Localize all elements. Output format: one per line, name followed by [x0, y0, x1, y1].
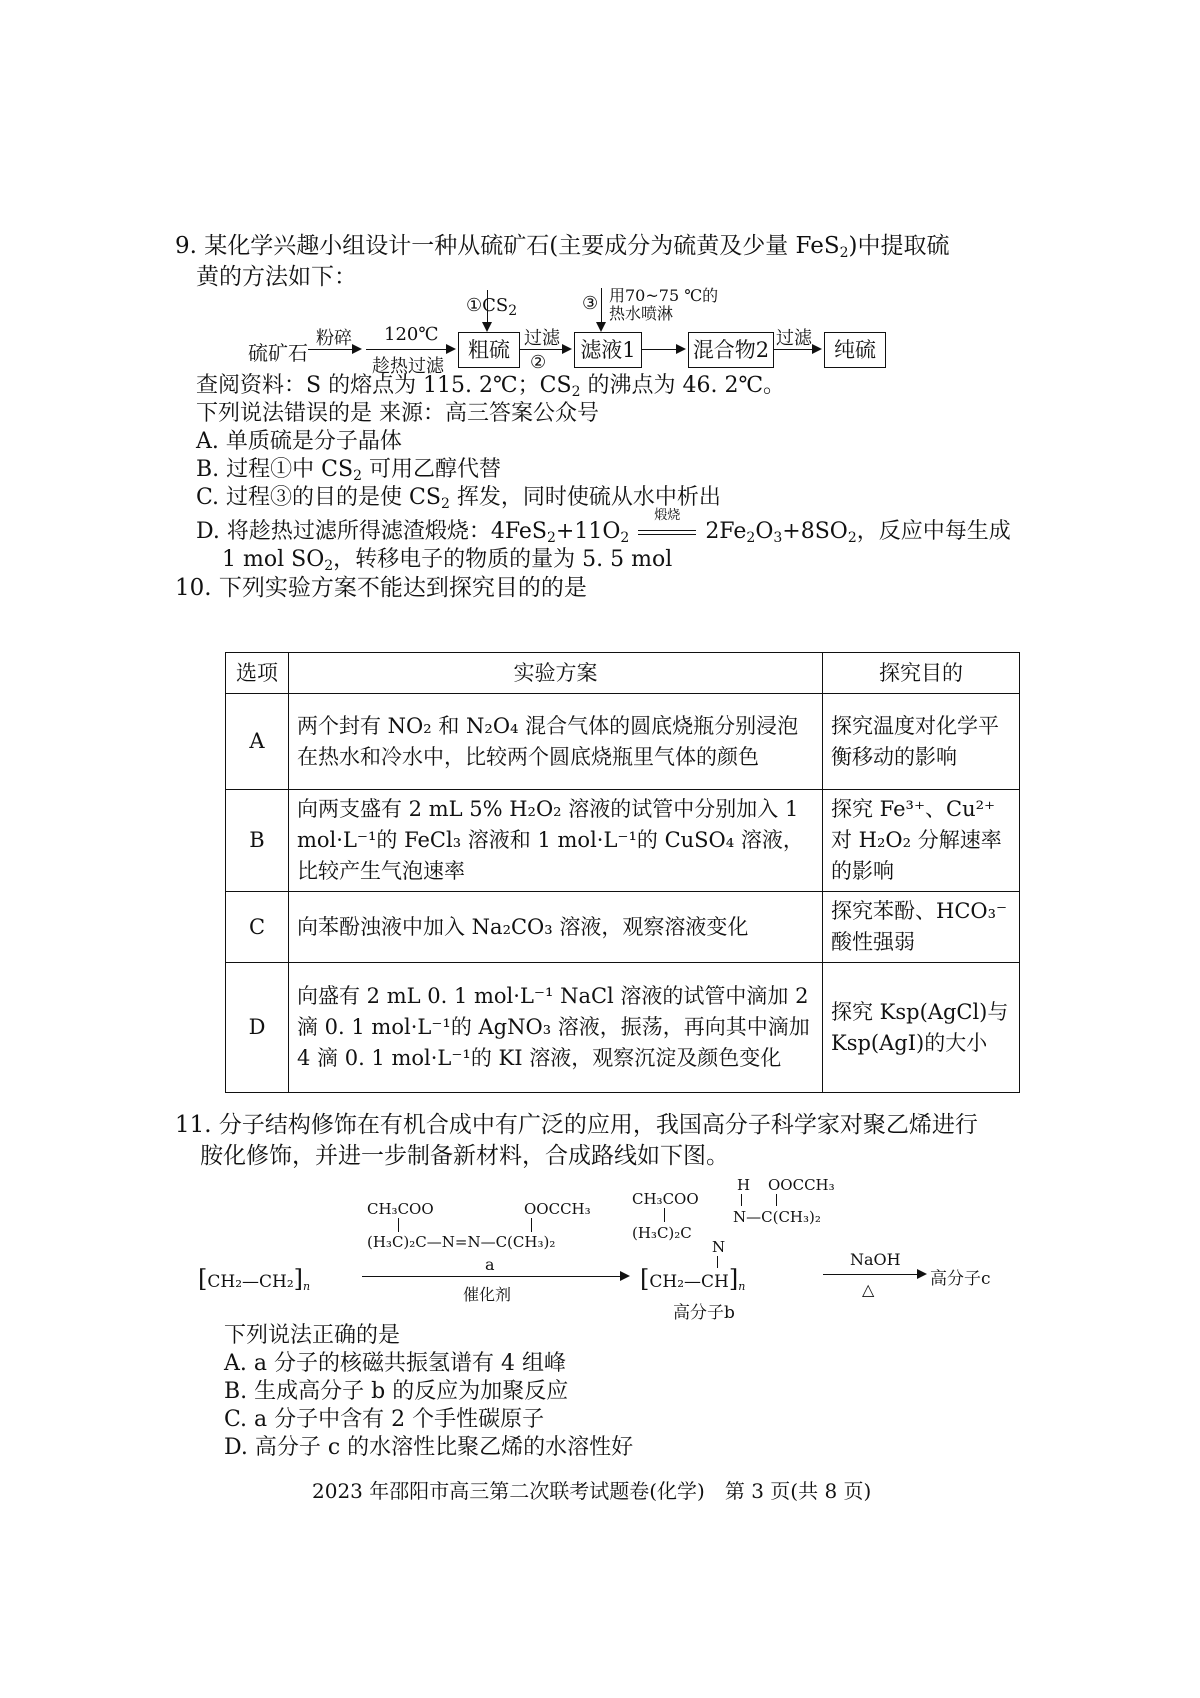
- bond: [776, 1194, 777, 1206]
- flow-step2-top: 120℃: [384, 324, 439, 345]
- flow-add3-num: ③: [582, 293, 599, 314]
- flow-add3-line1: 用70~75 ℃的: [609, 286, 719, 305]
- header-goal: 探究目的: [823, 653, 1020, 694]
- q9-option-d-line1: D. 将趁热过滤所得滤渣煅烧：$4FeS_2+11O_2$ 煅烧 $2Fe_2O_3+8SO_2$，反应中每生成: [196, 508, 1011, 546]
- reaction-arrow-1: [362, 1276, 628, 1277]
- flow-arrow-4: [642, 349, 684, 350]
- q11-ask: 下列说法正确的是: [224, 1323, 401, 1348]
- bond: [664, 1208, 665, 1222]
- reaction-arrow-2: [823, 1274, 925, 1275]
- reaction-condition: 煅烧: [636, 518, 698, 546]
- q11-option-b: B. 生成高分子 b 的反应为加聚反应: [224, 1379, 569, 1404]
- row-option: C: [226, 892, 289, 963]
- b-acetoxy-left: CH₃COO: [632, 1190, 699, 1208]
- flow-step1-label: 粉碎: [316, 328, 352, 349]
- row-option: B: [226, 790, 289, 892]
- table-row: [226, 963, 1020, 1093]
- reagent-a-acetoxy-left: CH₃COO: [367, 1200, 434, 1218]
- bond: [398, 1218, 399, 1232]
- b-h: H: [737, 1176, 751, 1194]
- table-row: [226, 694, 1020, 790]
- q9-option-d-line2: 1 mol $SO_2$，转移电子的物质的量为 5. 5 mol: [222, 547, 673, 574]
- b-n-lower: N: [712, 1238, 726, 1256]
- q9-option-c: C. 过程③的目的是使 $CS_2$ 挥发，同时使硫从水中析出: [196, 485, 721, 512]
- table-row: [226, 790, 1020, 892]
- bond: [741, 1194, 742, 1206]
- row-goal: 探究 Ksp(AgCl)与 Ksp(AgI)的大小: [823, 963, 1020, 1093]
- flow-add3-line2: 热水喷淋: [609, 304, 674, 323]
- q9-option-a: A. 单质硫是分子晶体: [196, 429, 402, 454]
- flow-box-pure-sulfur: 纯硫: [824, 332, 886, 368]
- row-goal: 探究苯酚、HCO₃⁻ 酸性强弱: [823, 892, 1020, 963]
- b-gem-dimethyl: (H₃C)₂C: [632, 1224, 692, 1242]
- reagent-a-acetoxy-right: OOCCH₃: [524, 1200, 591, 1218]
- flow-box-crude-sulfur: 粗硫: [458, 332, 520, 368]
- row-goal: 探究温度对化学平衡移动的影响: [823, 694, 1020, 790]
- arrow2-heat: △: [862, 1280, 875, 1299]
- table-row: [226, 892, 1020, 963]
- q11-option-c: C. a 分子中含有 2 个手性碳原子: [224, 1407, 545, 1432]
- flow-box-filtrate1: 滤液1: [574, 332, 642, 368]
- b-acetoxy-right: OOCCH₃: [768, 1176, 835, 1194]
- q9-option-b: B. 过程①中 $CS_2$ 可用乙醇代替: [196, 457, 501, 484]
- q10-table: [225, 652, 1020, 1093]
- arrow1-label-a: a: [485, 1255, 495, 1274]
- q9-stem-line1: 9. 某化学兴趣小组设计一种从硫矿石(主要成分为硫黄及少量 FeS$_2$)中提取硫: [175, 233, 950, 261]
- source-watermark: 来源：高三答案公众号: [379, 401, 600, 426]
- q11-option-a: A. a 分子的核磁共振氢谱有 4 组峰: [224, 1351, 566, 1376]
- row-plan: 向苯酚浊液中加入 Na₂CO₃ 溶液，观察溶液变化: [289, 892, 823, 963]
- arrow1-catalyst: 催化剂: [463, 1285, 512, 1304]
- arrow2-reagent: NaOH: [850, 1250, 901, 1269]
- flow-add1: $①CS_2$: [466, 295, 518, 319]
- flow-box-mixture2: 混合物2: [688, 332, 774, 368]
- flow-step4-top: 过滤: [776, 328, 812, 349]
- flow-step2-bottom: 趁热过滤: [372, 356, 444, 377]
- b-backbone: $[CH_2—CH]_n$: [640, 1265, 746, 1293]
- header-option: 选项: [226, 653, 289, 694]
- flow-step3-top: 过滤: [524, 328, 560, 349]
- table-header-row: [226, 653, 1020, 694]
- flow-arrow-2: [366, 349, 454, 350]
- q9-info: 查阅资料：S 的熔点为 115. 2℃；$CS_2$ 的沸点为 46. 2℃。: [196, 373, 786, 400]
- reagent-a-core: (H₃C)₂C—N=N—C(CH₃)₂: [367, 1233, 556, 1251]
- page-footer: 2023 年邵阳市高三第二次联考试题卷(化学) 第 3 页(共 8 页): [312, 1479, 872, 1503]
- row-plan: 向盛有 2 mL 0. 1 mol·L⁻¹ NaCl 溶液的试管中滴加 2 滴 0. 1 mol·L⁻¹的 AgNO₃ 溶液，振荡，再向其中滴加 4 滴 0. 1 mol·L⁻¹的 KI 溶液，观察沉淀及颜色变化: [289, 963, 823, 1093]
- row-plan: 向两支盛有 2 mL 5% H₂O₂ 溶液的试管中分别加入 1 mol·L⁻¹的 FeCl₃ 溶液和 1 mol·L⁻¹的 CuSO₄ 溶液，比较产生气泡速率: [289, 790, 823, 892]
- polyethylene: $[CH_2—CH_2]_n$: [198, 1265, 311, 1293]
- row-option: D: [226, 963, 289, 1093]
- flow-arrow-hot-water: [601, 288, 602, 330]
- row-plan: 两个封有 NO₂ 和 N₂O₄ 混合气体的圆底烧瓶分别浸泡在热水和冷水中，比较两个圆底烧瓶里气体的颜色: [289, 694, 823, 790]
- row-option: A: [226, 694, 289, 790]
- flow-start: 硫矿石: [248, 341, 308, 365]
- row-goal: 探究 Fe³⁺、Cu²⁺ 对 H₂O₂ 分解速率的影响: [823, 790, 1020, 892]
- flow-step3-bottom: ②: [530, 352, 547, 373]
- b-n-upper: N—C(CH₃)₂: [733, 1208, 821, 1226]
- q11-stem-line2: 胺化修饰，并进一步制备新材料，合成路线如下图。: [200, 1143, 729, 1169]
- product-c: 高分子c: [930, 1269, 991, 1289]
- q9-stem-line2: 黄的方法如下：: [196, 264, 357, 290]
- b-label: 高分子b: [673, 1303, 735, 1323]
- q9-ask: 下列说法错误的是 来源：高三答案公众号: [196, 401, 600, 426]
- q11-stem-line1: 11. 分子结构修饰在有机合成中有广泛的应用，我国高分子科学家对聚乙烯进行: [175, 1112, 978, 1138]
- bond: [531, 1218, 532, 1232]
- q10-stem: 10. 下列实验方案不能达到探究目的的是: [175, 575, 587, 601]
- q11-option-d: D. 高分子 c 的水溶性比聚乙烯的水溶性好: [224, 1435, 634, 1460]
- header-plan: 实验方案: [289, 653, 823, 694]
